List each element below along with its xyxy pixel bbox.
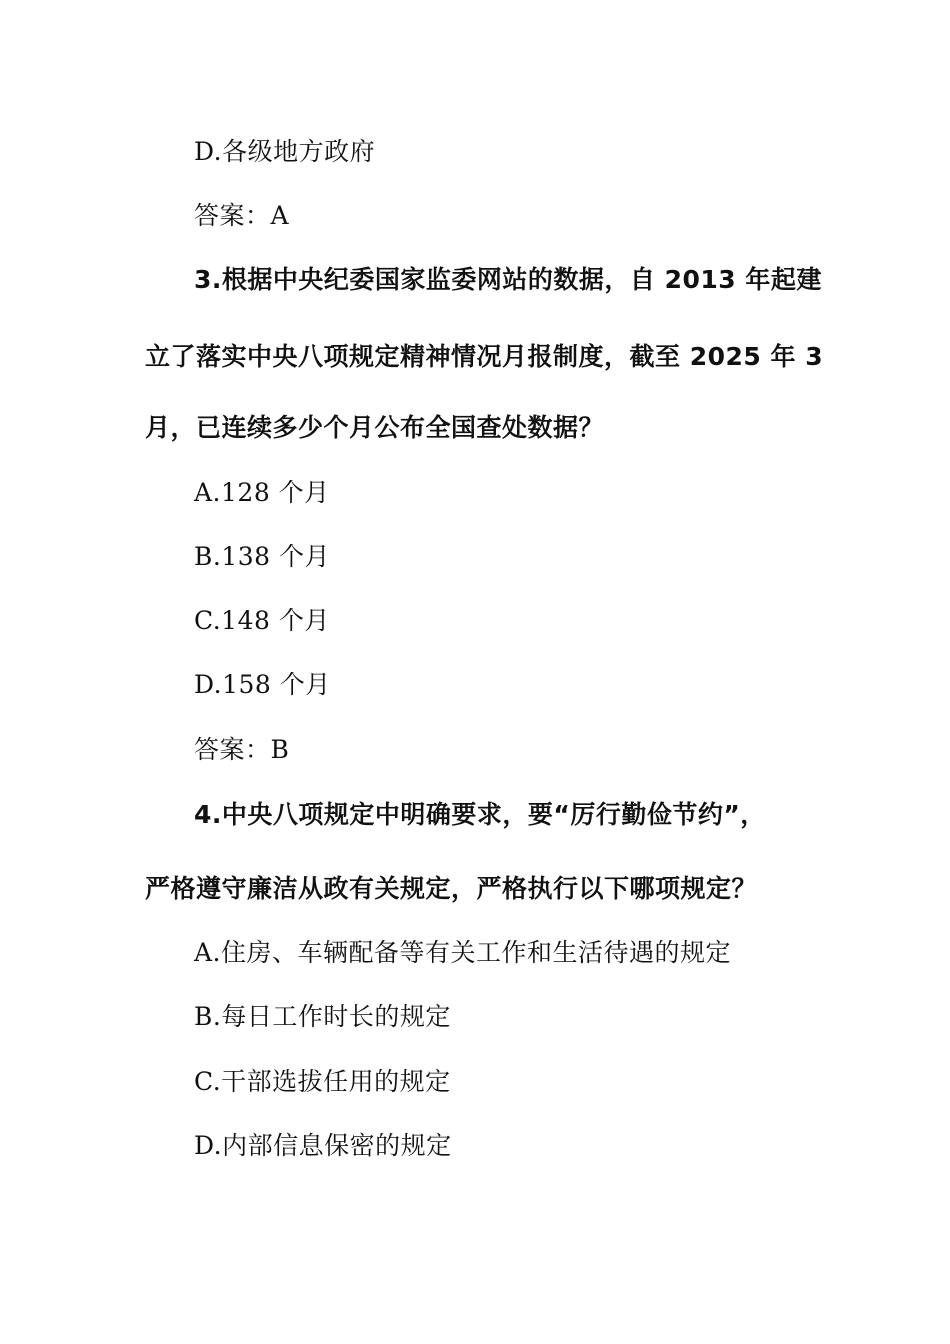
question3-line-2: 立了落实中央八项规定精神情况月报制度，截至 2025 年 3 xyxy=(145,342,824,371)
question3-answer: 答案：B xyxy=(194,735,290,764)
question3-option-c: C.148 个月 xyxy=(194,606,330,635)
question3-option-b: B.138 个月 xyxy=(194,542,330,571)
question3-line-3: 月，已连续多少个月公布全国查处数据？ xyxy=(145,413,605,442)
question4-option-a: A.住房、车辆配备等有关工作和生活待遇的规定 xyxy=(194,938,732,967)
prev-answer: 答案：A xyxy=(194,201,290,230)
question3-option-a: A.128 个月 xyxy=(194,478,330,507)
question4-option-d: D.内部信息保密的规定 xyxy=(194,1131,452,1160)
question4-line-1: 4.中央八项规定中明确要求，要“厉行勤俭节约”， xyxy=(194,800,766,829)
question4-option-c: C.干部选拔任用的规定 xyxy=(194,1067,451,1096)
question4-option-b: B.每日工作时长的规定 xyxy=(194,1002,451,1031)
question4-line-2: 严格遵守廉洁从政有关规定，严格执行以下哪项规定？ xyxy=(145,874,758,903)
question3-line-1: 3.根据中央纪委国家监委网站的数据，自 2013 年起建 xyxy=(194,265,822,294)
prev-option-d: D.各级地方政府 xyxy=(194,137,376,166)
question3-option-d: D.158 个月 xyxy=(194,670,331,699)
